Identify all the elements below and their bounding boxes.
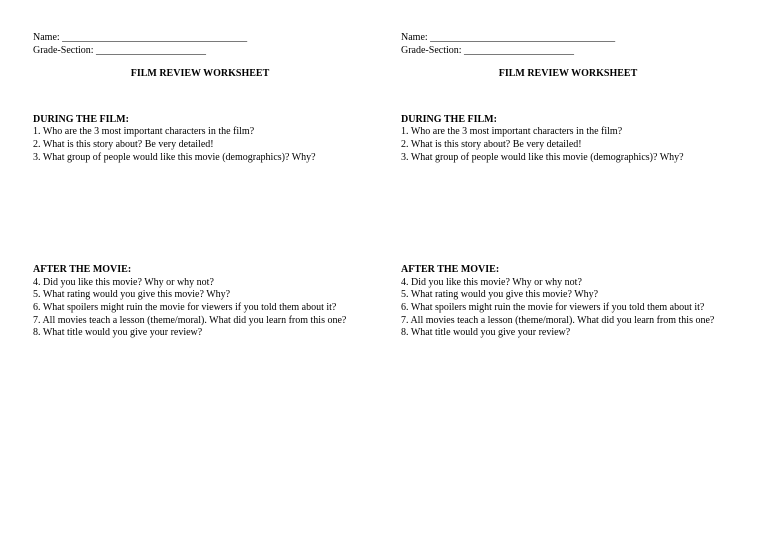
during-film-heading: DURING THE FILM:: [401, 113, 497, 125]
question-7: 7. All movies teach a lesson (theme/moral). What did you learn from this one?: [401, 314, 715, 326]
question-6: 6. What spoilers might ruin the movie for viewers if you told them about it?: [33, 301, 337, 313]
question-8: 8. What title would you give your review?: [401, 327, 571, 339]
question-3: 3. What group of people would like this movie (demographics)? Why?: [401, 151, 684, 163]
question-3: 3. What group of people would like this movie (demographics)? Why?: [33, 151, 316, 163]
worksheet-right: [401, 32, 741, 340]
question-2: 2. What is this story about? Be very detailed!: [33, 138, 214, 150]
name-field-label: Name: _____________________________________: [33, 32, 248, 43]
question-7: 7. All movies teach a lesson (theme/moral). What did you learn from this one?: [33, 314, 347, 326]
during-film-heading: DURING THE FILM:: [33, 113, 129, 125]
grade-section-field-label: Grade-Section: ______________________: [33, 44, 207, 56]
question-1: 1. Who are the 3 most important characters in the film?: [33, 126, 255, 138]
name-field-label: Name: _____________________________________: [401, 32, 616, 43]
worksheet-left: [33, 32, 373, 340]
grade-section-field-label: Grade-Section: ______________________: [401, 44, 575, 56]
worksheet-title: FILM REVIEW WORKSHEET: [130, 68, 270, 80]
question-4: 4. Did you like this movie? Why or why not?: [33, 276, 214, 288]
question-5: 5. What rating would you give this movie? Why?: [401, 289, 599, 301]
question-1: 1. Who are the 3 most important characters in the film?: [401, 126, 623, 138]
question-8: 8. What title would you give your review?: [33, 327, 203, 339]
after-movie-heading: AFTER THE MOVIE:: [401, 264, 500, 276]
question-2: 2. What is this story about? Be very detailed!: [401, 138, 582, 150]
question-4: 4. Did you like this movie? Why or why not?: [401, 276, 582, 288]
question-6: 6. What spoilers might ruin the movie for viewers if you told them about it?: [401, 301, 705, 313]
after-movie-heading: AFTER THE MOVIE:: [33, 264, 132, 276]
question-5: 5. What rating would you give this movie? Why?: [33, 289, 231, 301]
worksheet-title: FILM REVIEW WORKSHEET: [498, 68, 638, 80]
